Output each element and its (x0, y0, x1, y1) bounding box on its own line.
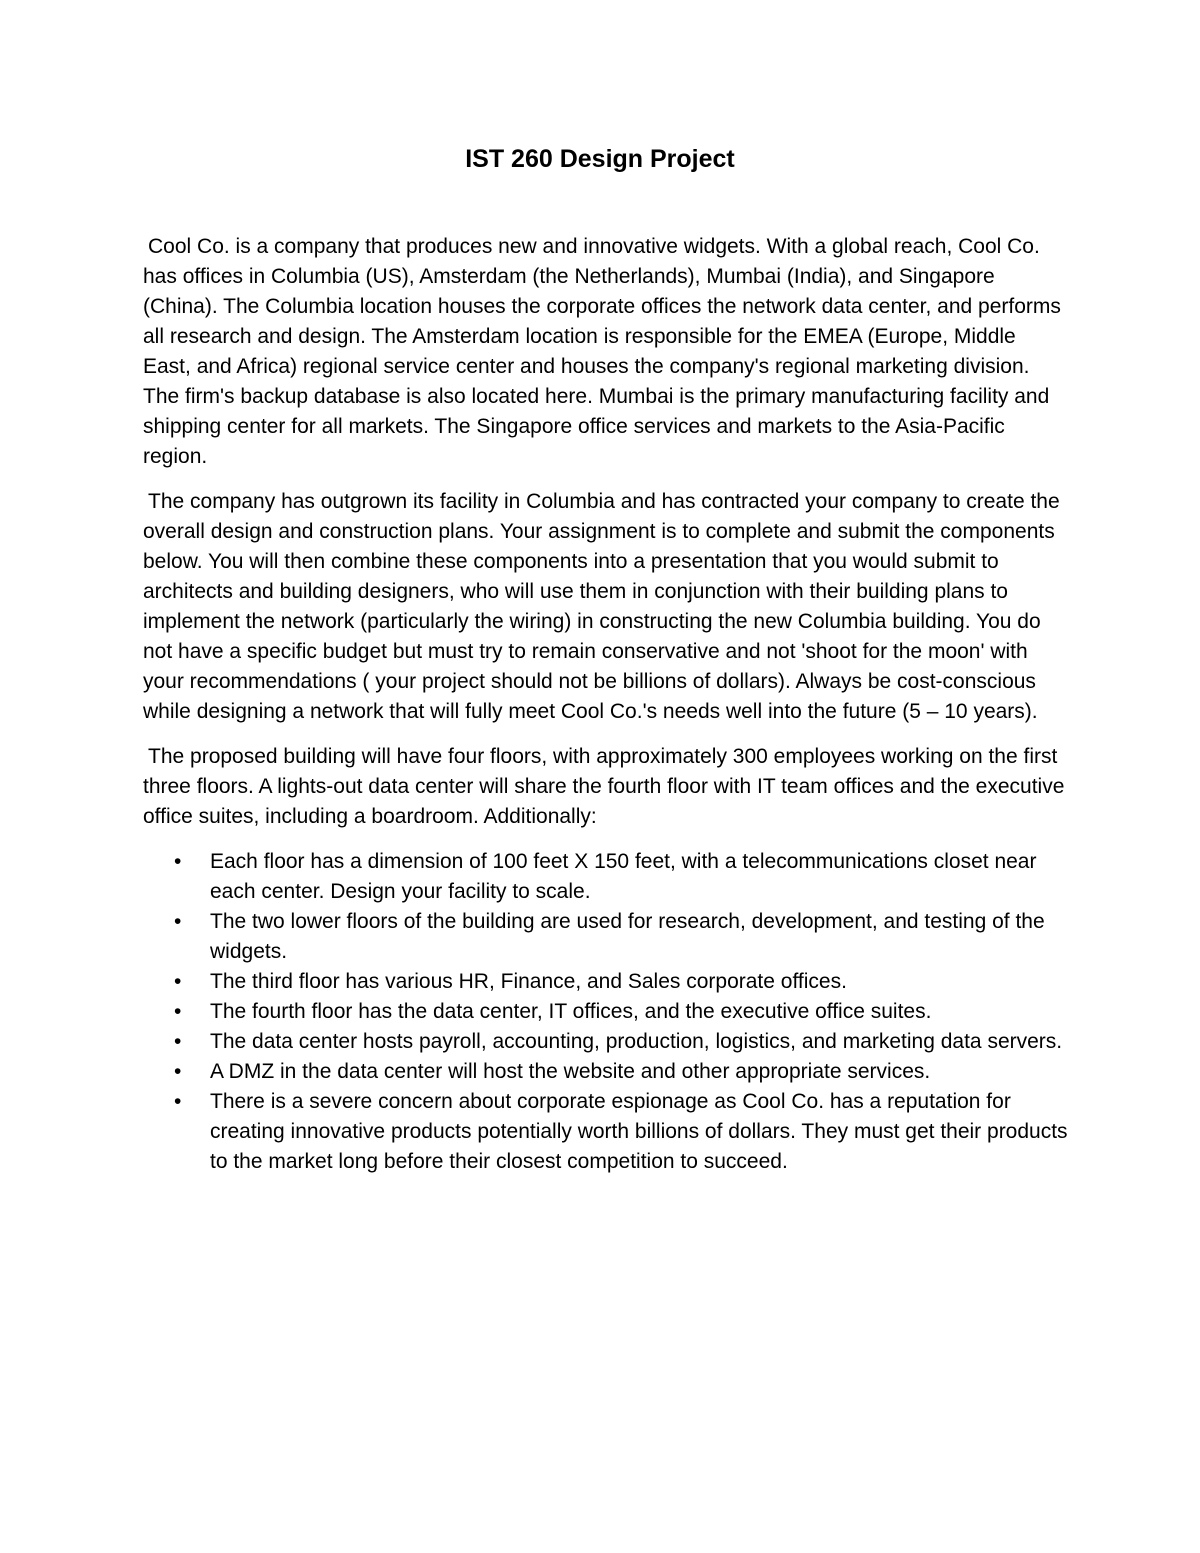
list-item-text: The fourth floor has the data center, IT offices, and the executive office suites. (210, 1000, 932, 1023)
bullet-icon: • (174, 970, 182, 993)
bullet-icon: • (174, 1030, 182, 1053)
document-body (143, 232, 1068, 1177)
bullet-icon: • (174, 850, 182, 873)
list-item-text: Each floor has a dimension of 100 feet X 150 feet, with a telecommunications closet near each center. Design your facility to scale. (210, 850, 1037, 903)
list-item-text: The data center hosts payroll, accounting, production, logistics, and marketing data servers. (210, 1030, 1063, 1053)
paragraph-assignment: The company has outgrown its facility in Columbia and has contracted your company to create the overall design and construction plans. Your assignment is to complete and submit the components below. You will then combine these components into a presentation that you would submit to architects and building designers, who will use them in conjunction with their building plans to implement the network (particularly the wiring) in constructing the new Columbia building. You do not have a specific budget but must try to remain conservative and not 'shoot for the moon' with your recommendations ( your project should not be billions of dollars). Always be cost-conscious while designing a network that will fully meet Cool Co.'s needs well into the future (5 – 10 years). (143, 490, 1060, 723)
list-item-text: The two lower floors of the building are used for research, development, and testing of the widgets. (210, 910, 1045, 963)
list-item (143, 1057, 1068, 1087)
list-item (143, 907, 1068, 967)
list-item (143, 967, 1068, 997)
list-item-text: The third floor has various HR, Finance, and Sales corporate offices. (210, 970, 847, 993)
bullet-icon: • (174, 1060, 182, 1083)
requirements-list (143, 847, 1068, 1177)
list-item (143, 847, 1068, 907)
document-title: IST 260 Design Project (465, 145, 735, 173)
list-item-text: There is a severe concern about corporate espionage as Cool Co. has a reputation for creating innovative products potentially worth billions of dollars. They must get their products to the market long before their closest competition to succeed. (210, 1090, 1068, 1173)
bullet-icon: • (174, 1000, 182, 1023)
bullet-icon: • (174, 910, 182, 933)
bullet-icon: • (174, 1090, 182, 1113)
list-item-text: A DMZ in the data center will host the website and other appropriate services. (210, 1060, 931, 1083)
list-item (143, 1087, 1068, 1177)
list-item (143, 997, 1068, 1027)
list-item (143, 1027, 1068, 1057)
paragraph-proposed-building: The proposed building will have four floors, with approximately 300 employees working on the first three floors. A lights-out data center will share the fourth floor with IT team offices and the executive office suites, including a boardroom. Additionally: (143, 745, 1065, 828)
paragraph-company-overview: Cool Co. is a company that produces new and innovative widgets. With a global reach, Cool Co. has offices in Columbia (US), Amsterdam (the Netherlands), Mumbai (India), and Singapore (China). The Columbia location houses the corporate offices the network data center, and performs all research and design. The Amsterdam location is responsible for the EMEA (Europe, Middle East, and Africa) regional service center and houses the company's regional marketing division. The firm's backup database is also located here. Mumbai is the primary manufacturing facility and shipping center for all markets. The Singapore office services and markets to the Asia-Pacific region. (143, 235, 1061, 468)
